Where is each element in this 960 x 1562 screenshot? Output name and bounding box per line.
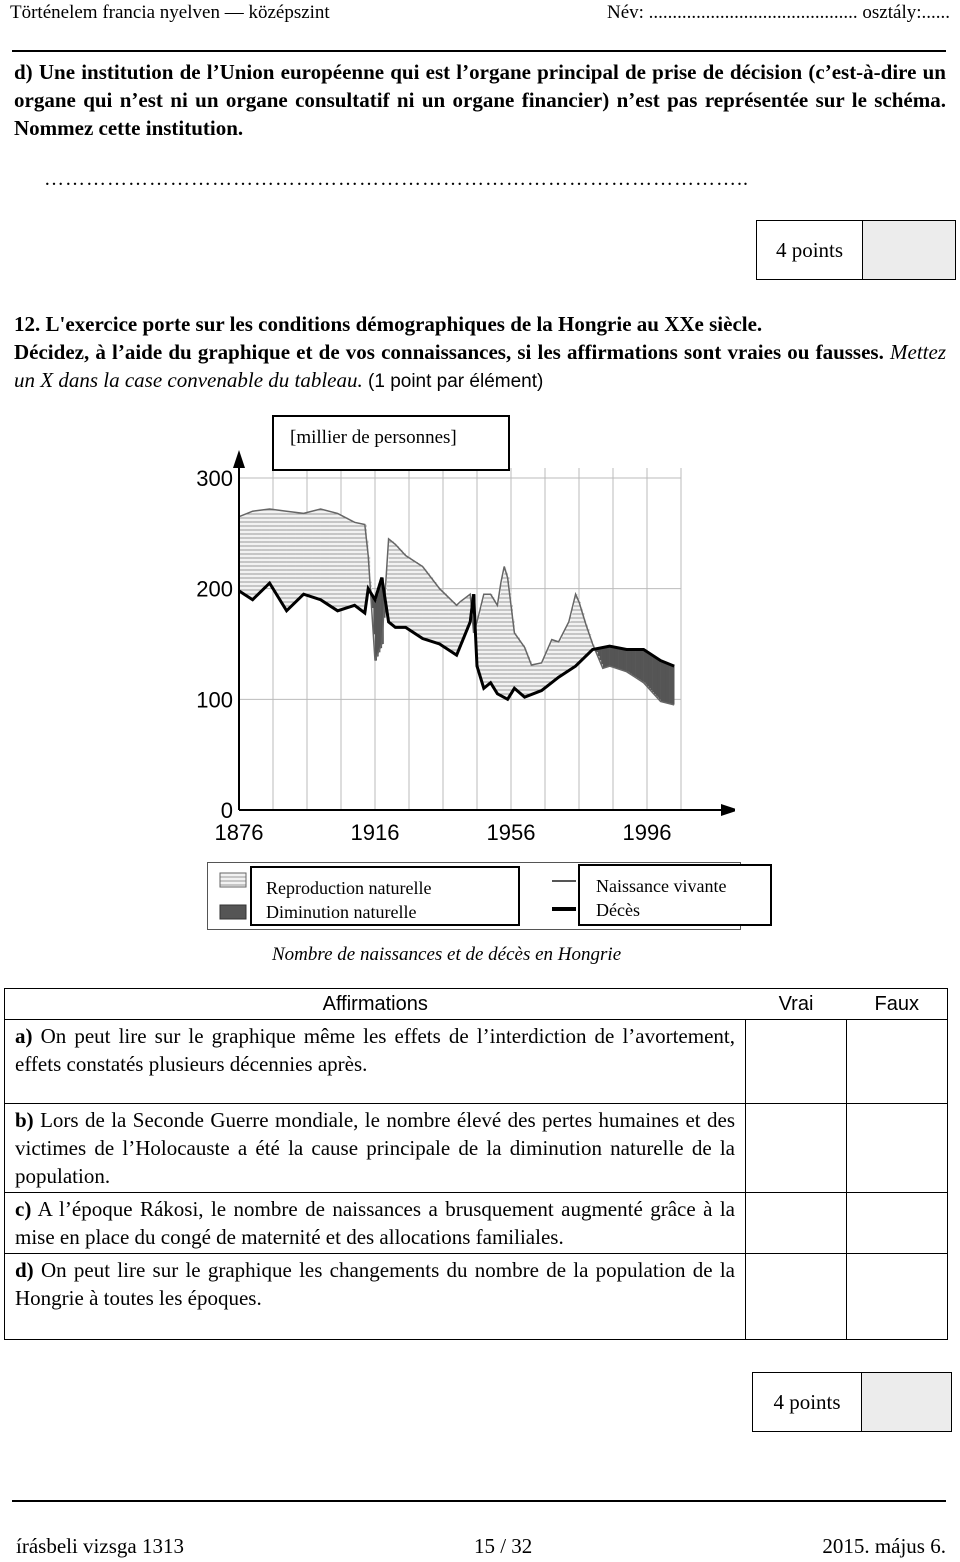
table-row [5,1104,948,1193]
chart-caption: Nombre de naissances et de décès en Hongrie [272,944,622,965]
footer-exam: írásbeli vizsga 1313 [16,1534,184,1558]
question-12-title: 12. L'exercice porte sur les conditions démographiques de la Hongrie au XXe siècle. [14,312,763,336]
diminution-area [673,665,675,704]
legend-lines-box [578,864,772,926]
footer-date: 2015. május 6. [822,1534,946,1558]
header-subject: Történelem francia nyelven — középszint [10,2,330,23]
reproduction-area [241,516,243,592]
y-tick-label: 100 [196,687,233,713]
vrai-checkbox-d[interactable] [746,1254,847,1340]
header-name-class: Név: ............................................ osztály:...... [606,2,950,23]
header-faux: Faux [847,989,948,1020]
x-tick-label: 1996 [622,820,672,845]
header-vrai: Vrai [746,989,847,1020]
table-row [5,1020,948,1104]
table-row [5,1193,948,1254]
points-box-2 [752,1372,952,1432]
header-affirmations: Affirmations [5,989,746,1020]
x-tick-label: 1876 [214,820,264,845]
reproduction-area [254,511,256,598]
answer-line[interactable]: ……………………………………………………………………………………….. [44,168,749,190]
affirmation-d: d) On peut lire sur le graphique les changements du nombre de la population de la Hongrie à toutes les époques. [5,1254,746,1340]
faux-checkbox-c[interactable] [847,1193,948,1254]
page-footer [16,1534,946,1559]
x-tick-label: 1916 [350,820,400,845]
question-12-italic: Mettez un X dans la case convenable du tableau. [14,340,946,392]
table-header-row [5,989,948,1020]
legend-areas-box [250,866,520,926]
y-tick-label: 200 [196,576,233,602]
vrai-checkbox-b[interactable] [746,1104,847,1193]
y-axis-arrow [233,450,245,468]
question-12-instruction [14,338,946,396]
unit-label: [millier de personnes] [272,415,510,471]
legend-naissance: Naissance vivante [596,876,727,896]
reproduction-area [249,513,251,598]
reproduction-area [242,515,244,593]
affirmation-b: b) Lors de la Seconde Guerre mondiale, le nombre élevé des pertes humaines et des victimes de l’Holocauste a été la cause principale de la diminution naturelle de la population. [5,1104,746,1193]
vrai-checkbox-c[interactable] [746,1193,847,1254]
question-12-points-note: (1 point par élément) [368,371,544,392]
legend-reproduction: Reproduction naturelle [266,878,432,898]
legend-swatch-diminution [220,905,246,919]
points-box [756,220,956,280]
affirmations-table [4,988,948,1340]
legend-swatch-reproduction [220,873,246,887]
x-tick-label: 1956 [486,820,536,845]
question-d: d) Une institution de l’Union européenne qui est l’organe principal de prise de décision (c’est-à-dire un organe qui n’est ni un organe consultatif ni un organe financier) n’est pas représentée sur le schéma. Nommez cette institution. [14,60,946,140]
header-rule [12,50,946,52]
affirmation-c: c) A l’époque Rákosi, le nombre de naissances a brusquement augmenté grâce à la mise en place du congé de maternité et des allocations familiales. [5,1193,746,1254]
vrai-checkbox-a[interactable] [746,1020,847,1104]
demography-chart [195,420,735,850]
footer-rule [12,1500,946,1502]
x-axis-arrow [721,804,735,816]
chart-areas [239,509,675,704]
reproduction-area [251,512,253,599]
legend-diminution: Diminution naturelle [266,902,417,922]
question-12-line2: Décidez, à l’aide du graphique et de vos connaissances, si les affirmations sont vraies ou fausses. [14,340,884,364]
table-row [5,1254,948,1340]
reproduction-area [248,513,250,596]
footer-page: 15 / 32 [473,1534,533,1558]
points-score-field-2[interactable] [862,1373,951,1431]
question-12 [14,310,946,396]
y-tick-label: 0 [220,798,233,823]
faux-checkbox-d[interactable] [847,1254,948,1340]
faux-checkbox-b[interactable] [847,1104,948,1193]
points-label: 4 points [757,221,863,279]
affirmation-a: a) On peut lire sur le graphique même les effets de l’interdiction de l’avortement, effets constatés plusieurs décennies après. [5,1020,746,1104]
faux-checkbox-a[interactable] [847,1020,948,1104]
page-header [10,2,950,24]
legend-deces: Décès [596,900,640,920]
points-label-2: 4 points [753,1373,862,1431]
points-score-field[interactable] [863,221,955,279]
y-tick-label: 300 [196,466,233,491]
